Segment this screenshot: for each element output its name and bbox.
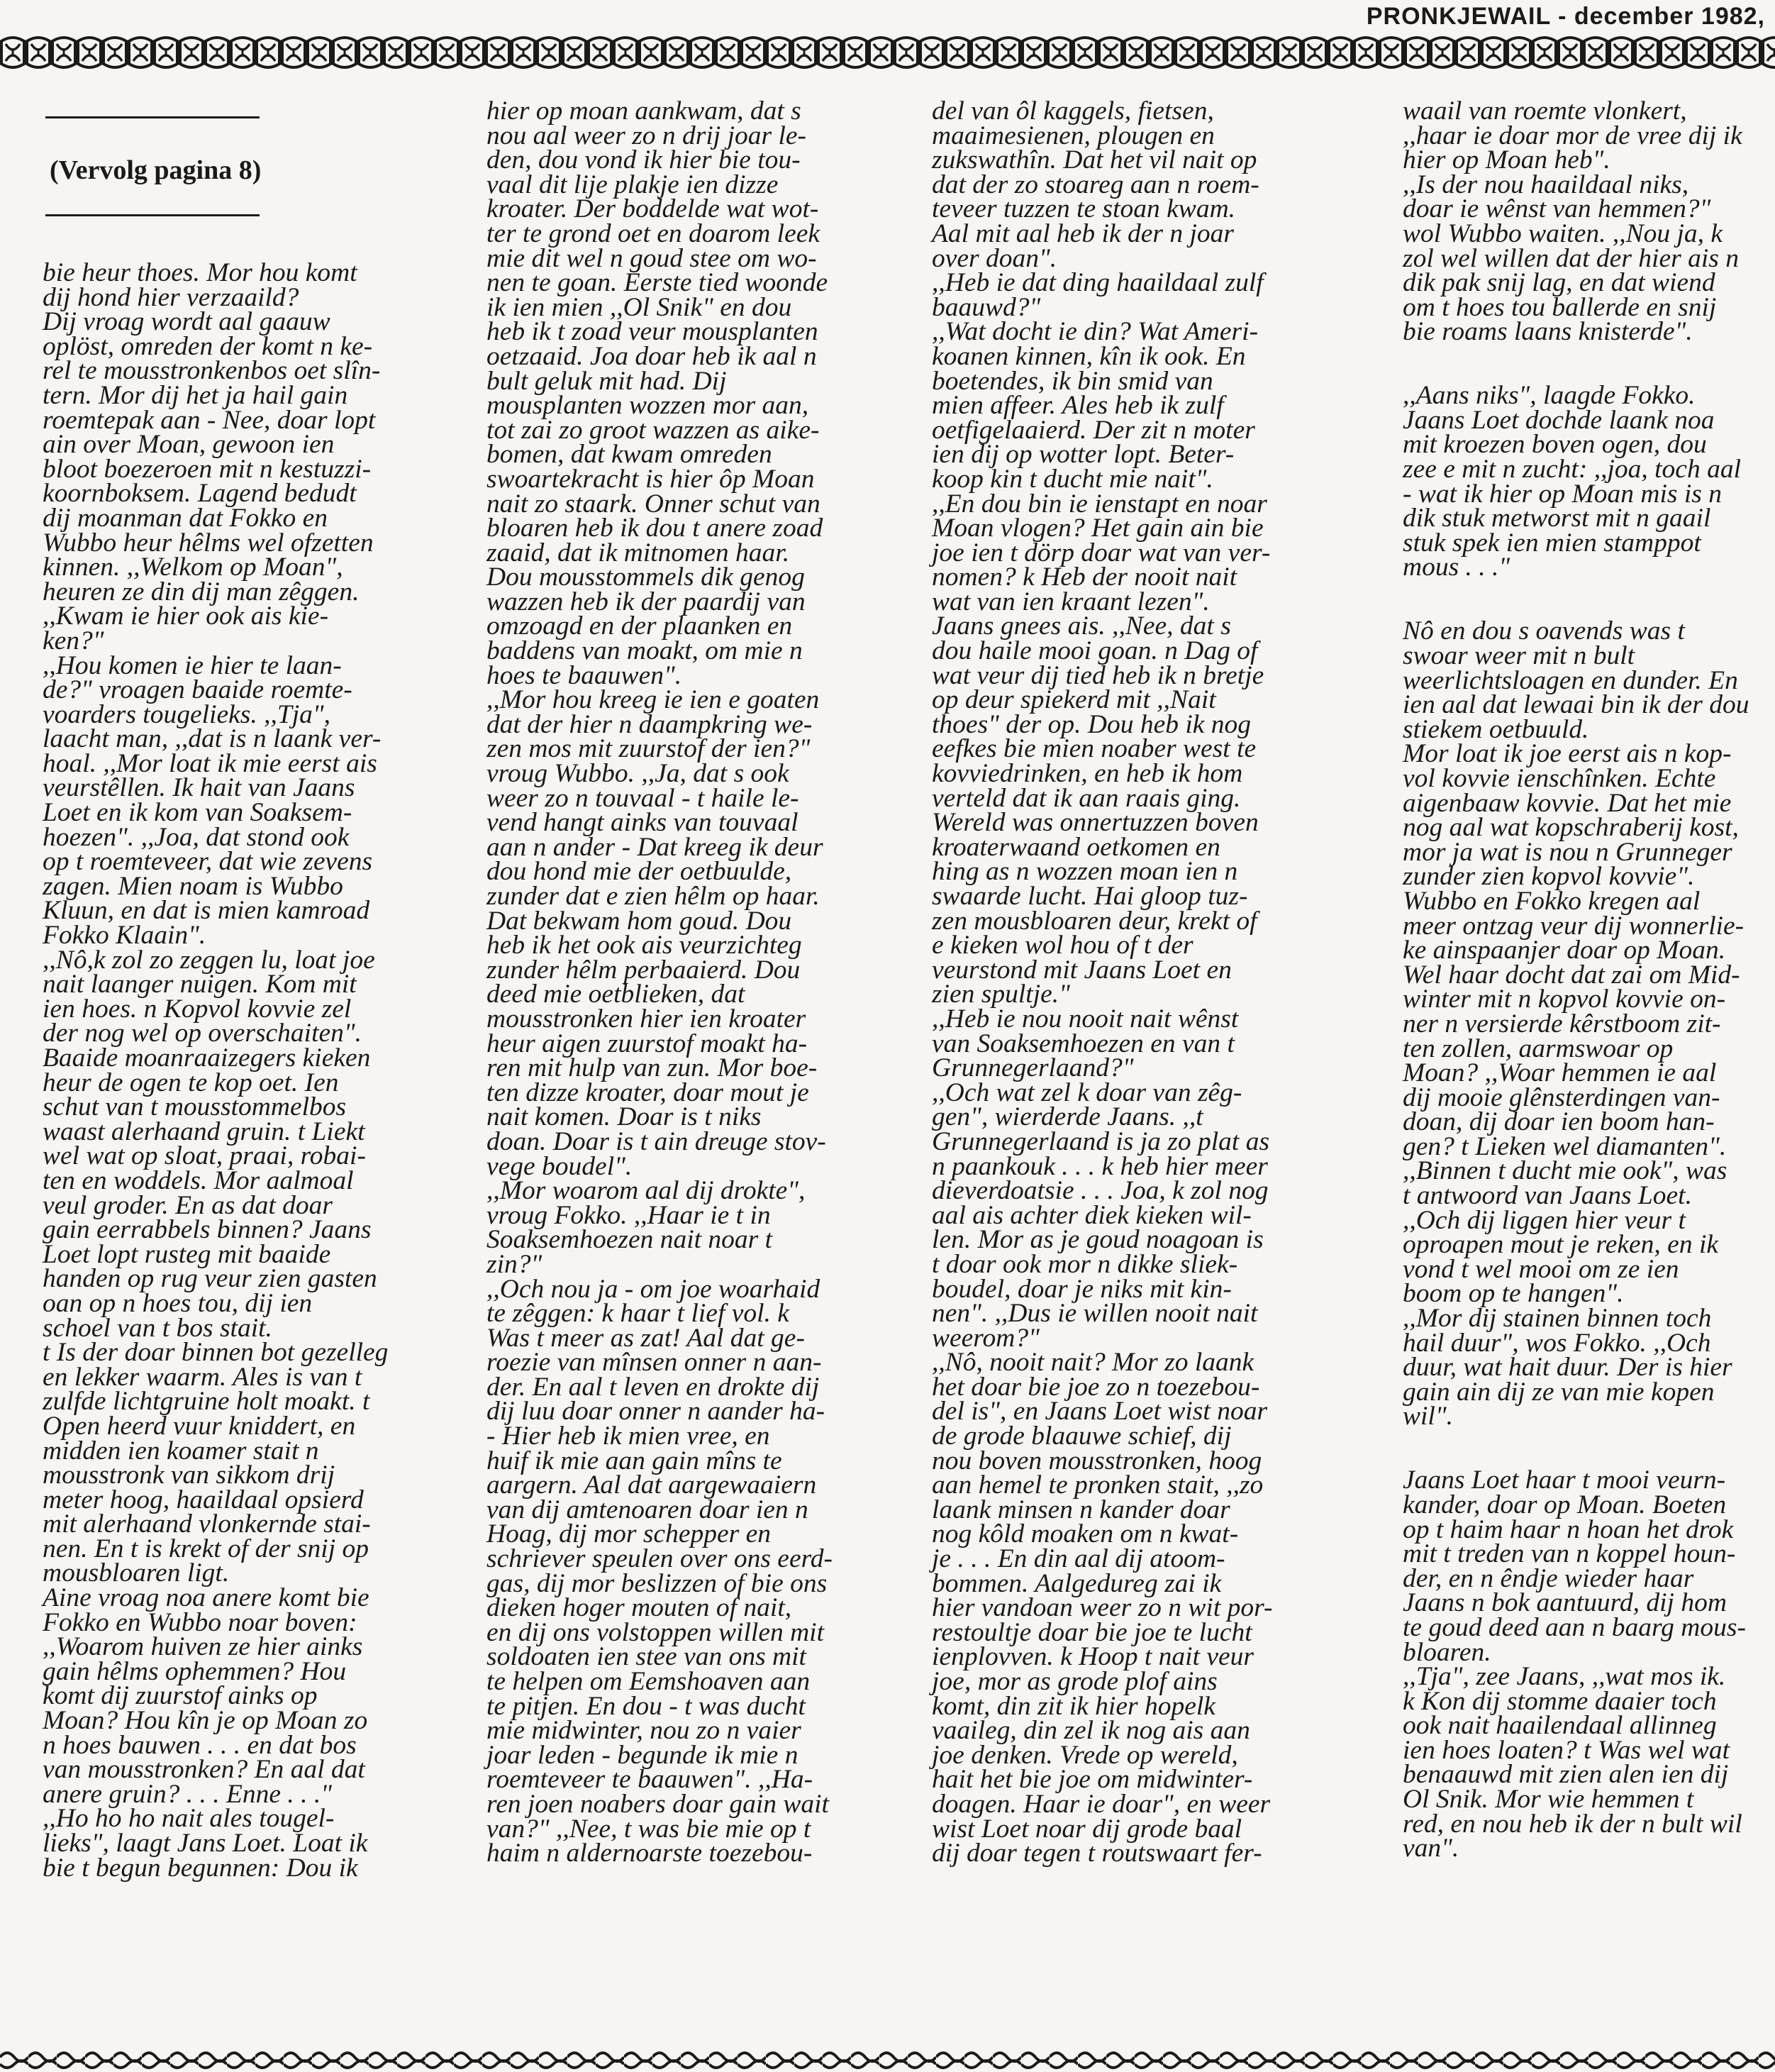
text-line: hier vandoan weer zo n wit por- <box>932 1593 1273 1623</box>
text-line: zunder zien kopvol kovvie". <box>1403 862 1695 892</box>
text-line: Loet lopt rusteg mit baaide <box>43 1239 331 1269</box>
paragraph-gap <box>1403 580 1764 619</box>
text-line: der. En aal t leven en drokte dij <box>486 1372 820 1402</box>
text-line: bie heur thoes. Mor hou komt <box>43 258 357 287</box>
text-line: n paankouk . . . k heb hier meer <box>932 1151 1268 1181</box>
text-line: zee e mit n zucht: ,,joa, toch aal <box>1403 455 1741 484</box>
text-line: zol wel willen dat der hier ais n <box>1403 243 1739 273</box>
text-line: hait het bie joe om midwinter- <box>932 1765 1253 1795</box>
text-line: weerom?" <box>932 1323 1040 1353</box>
text-line: over doan". <box>932 243 1057 273</box>
text-line: waast alerhaand gruin. t Liekt <box>43 1117 365 1146</box>
text-line: oetfigelaaierd. Der zit n moter <box>932 415 1255 445</box>
text-line: van Soaksemhoezen en van t <box>932 1029 1235 1058</box>
text-line: huif ik mie aan gain mîns te <box>486 1446 782 1475</box>
text-line: bult geluk mit had. Dij <box>486 366 727 396</box>
text-line: van". <box>1403 1834 1459 1863</box>
text-line: te goud deed aan n baarg mous- <box>1403 1612 1746 1642</box>
text-line: ,,Heb ie dat ding haaildaal zulf <box>932 268 1264 298</box>
text-line: de?" vroagen baaide roemte- <box>43 675 352 705</box>
text-line: ien hoes loaten? t Was wel wat <box>1403 1735 1730 1765</box>
text-line: roemtepak aan - Nee, doar lopt <box>43 405 376 435</box>
text-line: nait zo staark. Onner schut van <box>486 489 820 519</box>
text-line: wist Loet noar dij grode baal <box>932 1814 1242 1844</box>
text-line: Wubbo heur hêlms wel ofzetten <box>43 528 374 558</box>
paragraph-gap <box>1403 1429 1764 1468</box>
text-line: kovviedrinken, en heb ik hom <box>932 759 1243 789</box>
text-line: ,,Mor hou kreeg ie ien e goaten <box>486 685 820 715</box>
text-line: boudel, doar je niks mit kin- <box>932 1274 1232 1304</box>
text-line: ten en woddels. Mor aalmoal <box>43 1165 354 1195</box>
text-line: ,,Binnen t ducht mie ook", was <box>1403 1156 1727 1186</box>
text-line: Ol Snik. Mor wie hemmen t <box>1403 1785 1694 1815</box>
text-line: midden ien koamer stait n <box>43 1436 319 1466</box>
text-line: bloaren heb ik dou t anere zoad <box>486 514 823 543</box>
text-line: mit t treden van n koppel houn- <box>1403 1539 1736 1569</box>
text-line: doan, dij doar ien boom han- <box>1403 1107 1715 1137</box>
text-line: der nog wel op overschaiten". <box>43 1019 362 1048</box>
paragraph-gap <box>1403 345 1764 384</box>
text-line: nen". ,,Dus ie willen nooit nait <box>932 1299 1258 1329</box>
decorative-border-top <box>0 35 1775 70</box>
text-line: baauwd?" <box>932 292 1041 322</box>
text-line: mousstronk van sikkom drij <box>43 1461 335 1490</box>
text-line: heb ik het ook ais veurzichteg <box>486 931 802 960</box>
text-line: teveer tuzzen te stoan kwam. <box>932 194 1236 224</box>
text-line: der, en n êndje wieder haar <box>1403 1563 1694 1593</box>
text-line: doar ie wênst van hemmen?" <box>1403 194 1711 224</box>
text-line: Fokko en Wubbo noar boven: <box>43 1607 357 1637</box>
text-line: omzoagd en der plaanken en <box>486 611 793 641</box>
text-line: oan op n hoes tou, dij ien <box>43 1288 313 1318</box>
text-line: ten dizze kroater, doar mout je <box>486 1077 809 1107</box>
text-line: verteld dat ik aan raais ging. <box>932 783 1241 813</box>
text-line: handen op rug veur zien gasten <box>43 1264 377 1294</box>
text-line: nait laanger nuigen. Kom mit <box>43 970 357 999</box>
text-line: wat veur dij tied heb ik n bretje <box>932 660 1264 690</box>
text-line: de grode blaauwe schief, dij <box>932 1422 1232 1451</box>
text-line: joe ien t dörp doar wat van ver- <box>932 538 1271 567</box>
text-line: Hoag, dij mor schepper en <box>486 1519 771 1549</box>
text-line: joe, mor as grode plof ains <box>932 1667 1218 1696</box>
text-line: schut van t mousstommelbos <box>43 1092 347 1122</box>
text-line: zunder hêlm perbaaierd. Dou <box>486 955 801 985</box>
text-line: oetzaaid. Joa doar heb ik aal n <box>486 341 817 371</box>
text-line: wat van ien kraant lezen". <box>932 587 1210 616</box>
text-line: vol kovvie ienschînken. Echte <box>1403 763 1716 793</box>
text-line: wazzen heb ik der paardij van <box>486 587 806 616</box>
text-line: swaarde lucht. Hai gloop tuz- <box>932 882 1248 911</box>
text-line: Aal mit aal heb ik der n joar <box>932 218 1234 248</box>
text-line: Loet en ik kom van Soaksem- <box>43 798 352 828</box>
text-line: meter hoog, haaildaal opsierd <box>43 1485 364 1514</box>
text-line: kroaterwaand oetkomen en <box>932 832 1220 862</box>
text-line: gas, dij mor beslizzen of bie ons <box>486 1568 828 1598</box>
text-line: aigenbaaw kovvie. Dat het mie <box>1403 788 1732 818</box>
text-line: thoes" der op. Dou heb ik nog <box>932 709 1252 739</box>
text-line: soldoaten ien stee van ons mit <box>486 1642 806 1672</box>
text-line: om t hoes tou ballerde en snij <box>1403 292 1717 322</box>
text-line: restoultje doar bie joe te lucht <box>932 1617 1252 1647</box>
text-line: den, dou vond ik hier bie tou- <box>486 145 801 175</box>
text-line: oproapen mout je reken, en ik <box>1403 1230 1719 1260</box>
text-line: ienplovven. k Hoop t nait veur <box>932 1642 1254 1672</box>
text-line: je . . . En din aal dij atoom- <box>932 1544 1225 1574</box>
text-line: nomen? k Heb der nooit nait <box>932 563 1237 592</box>
text-line: dat der zo stoareg aan n roem- <box>932 170 1259 199</box>
text-line: eefkes bie mien noaber west te <box>932 734 1257 764</box>
text-line: dij doar tegen t routswaart fer- <box>932 1839 1262 1868</box>
header-title: PRONKJEWAIL - december 1982, <box>1366 3 1765 30</box>
text-line: waail van roemte vlonkert, <box>1403 96 1687 126</box>
text-line: gain eerrabbels binnen? Jaans <box>43 1215 372 1245</box>
text-line: lieks", laagt Jans Loet. Loat ik <box>43 1829 368 1858</box>
text-line: nen. En t is krekt of der snij op <box>43 1534 369 1563</box>
text-line: del van ôl kaggels, fietsen, <box>932 96 1214 126</box>
text-line: haim n aldernoarste toezebou- <box>486 1839 813 1868</box>
text-line: zunder dat e zien hêlm op haar. <box>486 882 820 911</box>
text-line: deed mie oetblieken, dat <box>486 980 745 1009</box>
text-line: Dij vroag wordt aal gaauw <box>43 307 330 337</box>
text-line: bloot boezeroen mit n kestuzzi- <box>43 454 372 484</box>
text-line: ,,Is der nou haaildaal niks, <box>1403 170 1689 199</box>
text-line: Mor loat ik joe eerst ais n kop- <box>1403 739 1732 769</box>
text-line: zagen. Mien noam is Wubbo <box>43 871 343 901</box>
text-line: Baaide moanraaizegers kieken <box>43 1043 371 1073</box>
text-line: zaaid, dat ik mitnomen haar. <box>486 538 790 567</box>
text-line: t antwoord van Jaans Loet. <box>1403 1181 1692 1211</box>
text-line: aargern. Aal dat aargewaaiern <box>486 1470 817 1500</box>
text-line: kander, doar op Moan. Boeten <box>1403 1490 1727 1519</box>
text-line: op deur spiekerd mit ,,Nait <box>932 685 1216 715</box>
text-line: gen? t Lieken wel diamanten". <box>1403 1131 1727 1161</box>
text-line: ,,Nô, nooit nait? Mor zo laank <box>932 1348 1254 1378</box>
text-line: e kieken wol hou of t der <box>932 931 1193 960</box>
text-line: van dij amtenoaren doar ien n <box>486 1495 808 1524</box>
text-line: ten zollen, aarmswoar op <box>1403 1034 1674 1063</box>
text-line: aan hemel te pronken stait, ,,zo <box>932 1470 1264 1500</box>
text-line: Jaans Loet haar t mooi veurn- <box>1403 1466 1726 1495</box>
text-line: nog kôld moaken om n kwat- <box>932 1519 1239 1549</box>
text-line: ,,En dou bin ie ienstapt en noar <box>932 489 1267 519</box>
text-line: ren joen noabers doar gain wait <box>486 1789 829 1819</box>
text-line: stuk spek ien mien stamppot <box>1403 528 1701 558</box>
text-line: ,,Tja", zee Jaans, ,,wat mos ik. <box>1403 1662 1726 1692</box>
text-line: boom op te hangen". <box>1403 1279 1624 1309</box>
text-line: Soaksemhoezen nait noar t <box>486 1225 773 1255</box>
text-line: aan n ander - Dat kreeg ik deur <box>486 832 823 862</box>
text-line: boetendes, ik bin smid van <box>932 366 1213 396</box>
text-line: hoal. ,,Mor loat ik mie eerst ais <box>43 748 377 778</box>
text-line: vend hangt ainks van touvaal <box>486 808 799 838</box>
text-line: weerlichtsloagen en dunder. En <box>1403 665 1738 695</box>
text-line: vege boudel". <box>486 1151 633 1181</box>
text-line: ien hoes. n Kopvol kovvie zel <box>43 994 352 1024</box>
text-line: maaimesienen, plougen en <box>932 121 1215 150</box>
text-line: ,,Wat docht ie din? Wat Ameri- <box>932 317 1259 347</box>
text-line: Wereld was onnertuzzen boven <box>932 808 1259 838</box>
text-line: komt, din zit ik hier hopelk <box>932 1691 1215 1721</box>
text-line: dat der hier n daampkring we- <box>486 709 813 739</box>
text-line: nou boven mousstronken, hoog <box>932 1446 1262 1475</box>
text-line: dik stuk metworst mit n gaail <box>1403 504 1711 533</box>
text-line: veurstond mit Jaans Loet en <box>932 955 1232 985</box>
text-line: ,,Nô,k zol zo zeggen lu, loat joe <box>43 945 375 975</box>
text-line: op t roemteveer, dat wie zevens <box>43 847 373 877</box>
text-line: ner n versierde kêrstboom zit- <box>1403 1009 1721 1038</box>
text-line: gain ain dij ze van mie kopen <box>1403 1377 1715 1407</box>
text-line: bloaren. <box>1403 1637 1491 1667</box>
text-line: aal ais achter diek kieken wil- <box>932 1200 1252 1230</box>
text-line: dij luu doar onner n aander ha- <box>486 1397 825 1426</box>
text-line: vond t wel mooi om ze ien <box>1403 1254 1679 1284</box>
text-line: Open heerd vuur kniddert, en <box>43 1411 356 1441</box>
text-line: duur, wat hait duur. Der is hier <box>1403 1353 1732 1383</box>
text-line: Moan? ,,Woar hemmen ie aal <box>1403 1058 1717 1088</box>
text-line: te pitjen. En dou - t was ducht <box>486 1691 806 1721</box>
continuation-label: (Vervolg pagina 8) <box>50 155 262 185</box>
text-line: winter mit n kopvol kovvie on- <box>1403 985 1726 1014</box>
text-line: Fokko Klaain". <box>43 921 206 951</box>
text-line: ,,Kwam ie hier ook ais kie- <box>43 602 329 631</box>
text-line: koop kin t ducht mie nait". <box>932 464 1213 494</box>
text-line: oplöst, omreden der komt n ke- <box>43 331 373 361</box>
text-line: hoes te baauwen". <box>486 660 682 690</box>
text-line: komt dij zuurstof ainks op <box>43 1681 318 1711</box>
text-line: ,,Ho ho ho nait ales tougel- <box>43 1804 335 1834</box>
text-line: Jaans gnees ais. ,,Nee, dat s <box>932 611 1231 641</box>
text-line: ,,Mor dij stainen binnen toch <box>1403 1304 1712 1334</box>
text-line: bie t begun begunnen: Dou ik <box>43 1853 358 1883</box>
text-line: koornboksem. Lagend bedudt <box>43 479 357 509</box>
text-line: vaaileg, din zel ik nog ais aan <box>932 1716 1250 1746</box>
text-line: ain over Moan, gewoon ien <box>43 430 335 460</box>
text-line: dij hond hier verzaaild? <box>43 282 299 312</box>
text-line: ik ien mien ,,Ol Snik" en dou <box>486 292 792 322</box>
text-line: ren mit hulp van zun. Mor boe- <box>486 1053 818 1083</box>
text-line: Jaans n bok aantuurd, dij hom <box>1403 1588 1727 1618</box>
text-line: ,,Mor woarom aal dij drokte", <box>486 1176 806 1206</box>
text-line: heur de ogen te kop oet. Ien <box>43 1068 339 1097</box>
text-line: veul groder. En as dat doar <box>43 1190 333 1220</box>
text-line: vroug Fokko. ,,Haar ie t in <box>486 1200 771 1230</box>
text-line: veurstêllen. Ik hait van Jaans <box>43 773 355 803</box>
text-line: Wubbo en Fokko kregen aal <box>1403 886 1701 916</box>
text-line: nen te goan. Eerste tied woonde <box>486 268 828 298</box>
text-line: swoar weer mit n bult <box>1403 641 1635 670</box>
text-line: rel te mousstronkenbos oet slîn- <box>43 356 381 386</box>
text-line: kinnen. ,,Welkom op Moan", <box>43 553 343 582</box>
text-line: van mousstronken? En aal dat <box>43 1755 365 1785</box>
text-line: mor ja wat is nou n Grunneger <box>1403 837 1732 867</box>
text-line: laank minsen n kander doar <box>932 1495 1230 1524</box>
text-line: kroater. Der boddelde wat wot- <box>486 194 819 224</box>
text-line: tot zai zo groot wazzen as aike- <box>486 415 820 445</box>
text-line: benaauwd mit zien alen ien dij <box>1403 1760 1729 1790</box>
text-line: mit kroezen boven ogen, dou <box>1403 430 1707 460</box>
text-line: mous . . ." <box>1403 553 1510 582</box>
text-line: ter te grond oet en doarom leek <box>486 218 820 248</box>
text-line: heuren ze din dij man zêggen. <box>43 577 360 606</box>
text-line: ,,Och dij liggen hier veur t <box>1403 1205 1686 1235</box>
text-line: hier op Moan heb". <box>1403 145 1610 175</box>
text-line: doan. Doar is t ain dreuge stov- <box>486 1126 826 1156</box>
paragraph-block <box>1403 96 1764 347</box>
text-line: laacht man, ,,dat is n laank ver- <box>43 724 382 754</box>
paragraph-block <box>1403 1468 1764 1861</box>
text-line: en lekker waarm. Ales is van t <box>43 1362 362 1392</box>
text-line: ,,Och wat zel k doar van zêg- <box>932 1077 1242 1107</box>
text-line: zin?" <box>486 1249 542 1279</box>
text-line: baddens van moakt, om mie n <box>486 636 803 666</box>
text-line: Moan? Hou kîn je op Moan zo <box>43 1706 368 1736</box>
text-line: mousstronken hier ien kroater <box>486 1004 806 1034</box>
text-line: tern. Mor dij het ja hail gain <box>43 380 348 410</box>
text-line: Kluun, en dat is mien kamroad <box>43 896 370 926</box>
text-line: heb ik t zoad veur mousplanten <box>486 317 818 347</box>
text-line: koanen kinnen, kîn ik ook. En <box>932 341 1246 371</box>
text-line: del is", en Jaans Loet wist noar <box>932 1397 1268 1426</box>
text-line: dieverdoatsie . . . Joa, k zol nog <box>932 1176 1269 1206</box>
column-2 <box>486 96 884 1868</box>
column-1 <box>43 258 411 1883</box>
paragraph-block <box>1403 381 1764 582</box>
text-line: stiekem oetbuuld. <box>1403 714 1589 744</box>
text-line: - wat ik hier op Moan mis is n <box>1403 479 1722 509</box>
text-line: mie midwinter, nou zo n vaier <box>486 1716 801 1746</box>
text-line: vaal dit lije plakje ien dizze <box>486 170 779 199</box>
text-line: Moan vlogen? Het gain ain bie <box>932 514 1264 543</box>
text-line: dou haile mooi goan. n Dag of <box>932 636 1258 666</box>
text-line: ien aal dat lewaai bin ik der dou <box>1403 690 1749 720</box>
rule-bottom <box>45 214 260 216</box>
text-line: ien dij op wotter lopt. Beter- <box>932 440 1235 470</box>
text-line: gen", wierderde Jaans. ,,t <box>932 1102 1203 1132</box>
text-line: anere gruin? . . . Enne . . ." <box>43 1779 333 1809</box>
text-line: nou aal weer zo n drij joar le- <box>486 121 807 150</box>
text-line: zen mos mit zuurstof der ien?" <box>486 734 811 764</box>
text-line: wel wat op sloat, praai, robai- <box>43 1141 366 1171</box>
text-line: Was t meer as zat! Aal dat ge- <box>486 1323 805 1353</box>
text-line: en dij ons volstoppen willen mit <box>486 1617 825 1647</box>
text-line: zukswathîn. Dat het vil nait op <box>932 145 1257 175</box>
column-4 <box>1403 96 1764 1863</box>
text-line: t Is der doar binnen bot gezelleg <box>43 1338 389 1368</box>
text-line: ,,haar ie doar mor de vree dij ik <box>1403 121 1742 150</box>
rule-top <box>45 116 260 118</box>
text-line: roemteveer te baauwen". ,,Ha- <box>486 1765 813 1795</box>
text-line: hoezen". ,,Joa, dat stond ook <box>43 822 350 852</box>
text-line: Dou mousstommels dik genog <box>486 563 805 592</box>
text-line: zen mousbloaren deur, krekt of <box>932 906 1257 936</box>
text-line: doagen. Haar ie doar", en weer <box>932 1789 1271 1819</box>
paragraph-block <box>1403 616 1764 1431</box>
text-line: wol Wubbo waiten. ,,Nou ja, k <box>1403 218 1723 248</box>
column-3 <box>932 96 1329 1868</box>
text-line: k Kon dij stomme daaier toch <box>1403 1686 1717 1716</box>
text-line: voarders tougelieks. ,,Tja", <box>43 699 330 729</box>
text-line: dieken hoger mouten of nait, <box>486 1593 792 1623</box>
text-line: nog aal wat kopschraberij kost, <box>1403 813 1739 843</box>
text-line: mie dit wel n goud stee om wo- <box>486 243 817 273</box>
text-line: dou hond mie der oetbuulde, <box>486 857 792 887</box>
text-line: Nô en dou s oavends was t <box>1403 616 1685 646</box>
text-line: joar leden - begunde ik mie n <box>486 1740 799 1770</box>
text-line: te zêggen: k haar t lief vol. k <box>486 1299 789 1329</box>
text-line: t doar ook mor n dikke sliek- <box>932 1249 1238 1279</box>
text-line: gain hêlms ophemmen? Hou <box>43 1656 347 1686</box>
text-line: mousbloaren ligt. <box>43 1558 230 1588</box>
text-line: ook nait haailendaal allinneg <box>1403 1711 1717 1741</box>
text-line: nait komen. Doar is t niks <box>486 1102 762 1132</box>
text-line: Dat bekwam hom goud. Dou <box>486 906 792 936</box>
text-line: n hoes bauwen . . . en dat bos <box>43 1730 357 1760</box>
text-line: wil". <box>1403 1402 1453 1431</box>
text-line: Grunnegerlaand?" <box>932 1053 1134 1083</box>
text-line: zien spultje." <box>932 980 1070 1009</box>
text-line: Grunnegerlaand is ja zo plat as <box>932 1126 1270 1156</box>
text-line: swoartekracht is hier ôp Moan <box>486 464 815 494</box>
text-line: roezie van mînsen onner n aan- <box>486 1348 822 1378</box>
text-line: mien affeer. Ales heb ik zulf <box>932 391 1224 421</box>
text-line: bomen, dat kwam omreden <box>486 440 772 470</box>
text-line: ke ainspaanjer doar op Moan. <box>1403 936 1726 965</box>
text-line: op t haim haar n hoan het drok <box>1403 1514 1734 1544</box>
decorative-border-bottom <box>0 2047 1775 2072</box>
text-line: Jaans Loet dochde laank noa <box>1403 405 1715 435</box>
text-line: joe denken. Vrede op wereld, <box>932 1740 1238 1770</box>
text-line: dij moanman dat Fokko en <box>43 503 328 533</box>
text-line: - Hier heb ik mien vree, en <box>486 1422 770 1451</box>
text-line: hail duur", wos Fokko. ,,Och <box>1403 1328 1711 1358</box>
text-line: het doar bie joe zo n toezebou- <box>932 1372 1260 1402</box>
text-line: hier op moan aankwam, dat s <box>486 96 801 126</box>
text-line: ken?" <box>43 626 104 655</box>
text-line: zulfde lichtgruine holt moakt. t <box>43 1387 370 1417</box>
text-line: dik pak snij lag, en dat wiend <box>1403 268 1715 298</box>
text-line: meer ontzag veur dij wonnerlie- <box>1403 911 1745 941</box>
text-line: heur aigen zuurstof moakt ha- <box>486 1029 808 1058</box>
text-line: van?" ,,Nee, t was bie mie op t <box>486 1814 811 1844</box>
text-line: te helpen om Eemshoaven aan <box>486 1667 811 1696</box>
text-line: schoel van t bos stait. <box>43 1313 272 1343</box>
text-line: mit alerhaand vlonkernde stai- <box>43 1509 371 1539</box>
text-line: ,,Aans niks", laagde Fokko. <box>1403 381 1696 411</box>
text-line: dij mooie glênsterdingen van- <box>1403 1082 1720 1112</box>
text-line: ,,Heb ie nou nooit nait wênst <box>932 1004 1239 1034</box>
text-line: hing as n wozzen moan ien n <box>932 857 1238 887</box>
text-line: bommen. Aalgedureg zai ik <box>932 1568 1222 1598</box>
text-line: ,,Hou komen ie hier te laan- <box>43 650 342 680</box>
text-line: ,,Och nou ja - om joe woarhaid <box>486 1274 820 1304</box>
text-line: red, en nou heb ik der n bult wil <box>1403 1809 1742 1839</box>
text-line: len. Mor as je goud noagoan is <box>932 1225 1264 1255</box>
text-line: weer zo n touvaal - t haile le- <box>486 783 799 813</box>
text-line: ,,Woarom huiven ze hier ainks <box>43 1632 363 1662</box>
text-line: Wel haar docht dat zai om Mid- <box>1403 960 1740 990</box>
text-line: bie roams laans knisterde". <box>1403 317 1693 347</box>
text-line: schriever speulen over ons eerd- <box>486 1544 833 1574</box>
text-line: Aine vroag noa anere komt bie <box>43 1583 369 1613</box>
text-line: vroug Wubbo. ,,Ja, dat s ook <box>486 759 789 789</box>
text-line: mousplanten wozzen mor aan, <box>486 391 809 421</box>
